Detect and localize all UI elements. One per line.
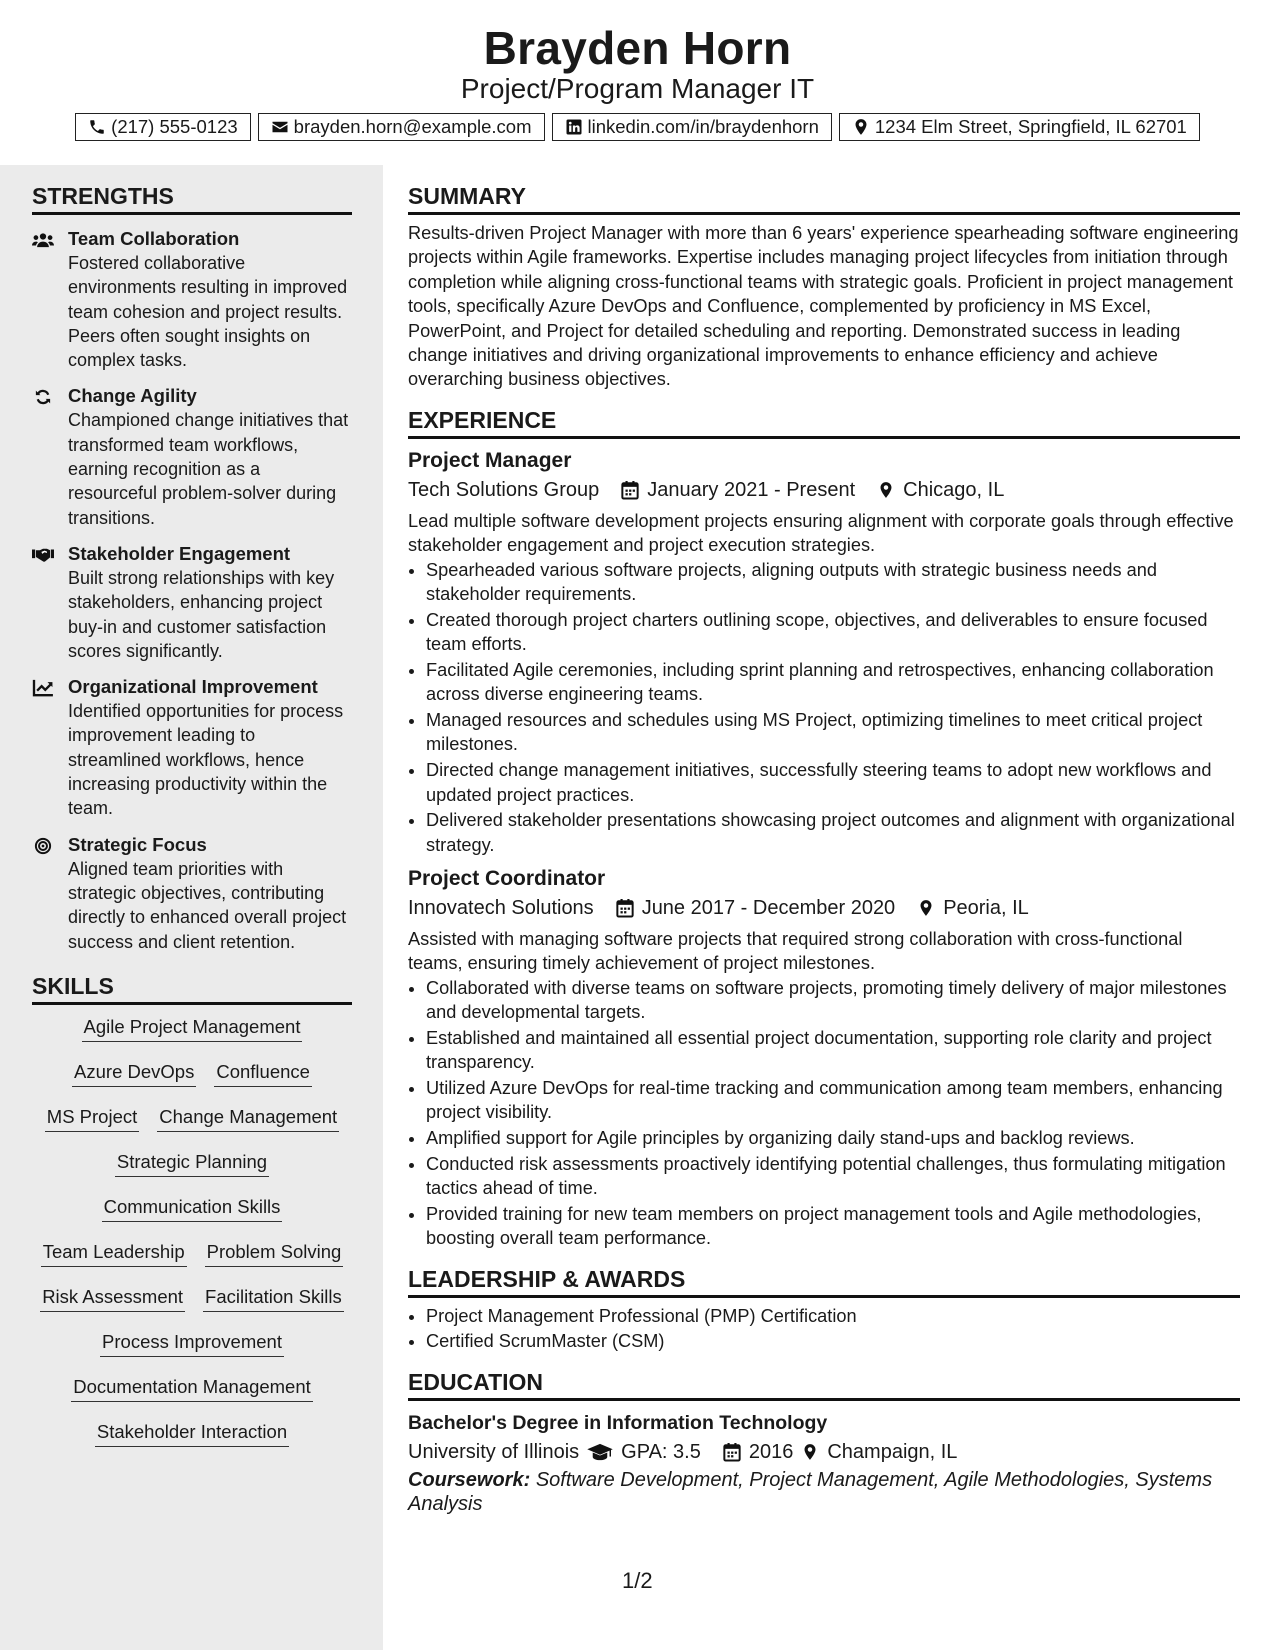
strength-title: Team Collaboration	[68, 228, 240, 249]
job-description: Lead multiple software development projects ensuring alignment with corporate goals through effective stakeholder engagement and project execution strategies.	[408, 510, 1234, 556]
job-location: Chicago, IL	[903, 478, 1005, 501]
degree-title: Bachelor's Degree in Information Technology	[408, 1411, 828, 1434]
job-bullets	[408, 976, 1240, 1251]
skill-row	[45, 1105, 339, 1150]
strength-description: Built strong relationships with key stakeholders, enhancing project buy-in and customer satisfaction scores significantly.	[68, 567, 335, 661]
strength-description: Identified opportunities for process improvement leading to streamlined workflows, hence increasing productivity within the team.	[68, 701, 344, 819]
skill-tag: Azure DevOps	[72, 1060, 196, 1087]
award-item: • Certified ScrumMaster (CSM)	[426, 1329, 1240, 1353]
linkedin-text: linkedin.com/in/braydenhorn	[587, 116, 819, 137]
skill-tag: Problem Solving	[205, 1240, 344, 1267]
school-location: Champaign, IL	[827, 1440, 958, 1463]
graduation-cap-icon	[587, 1442, 613, 1462]
bullet-item: • Utilized Azure DevOps for real-time tracking and communication among team members, enhancing project visibility.	[426, 1076, 1240, 1125]
strength-item	[32, 833, 352, 954]
job-entry	[408, 447, 1240, 857]
contact-address[interactable]	[839, 113, 1200, 141]
strength-item	[32, 675, 352, 820]
skills-list	[32, 1015, 352, 1465]
strength-description: Fostered collaborative environments resulting in improved team cohesion and project results. Peers often sought insights on complex tasks.	[68, 253, 348, 371]
skill-tag: Risk Assessment	[40, 1285, 185, 1312]
contact-bar	[0, 113, 1275, 141]
job-role: Project Manager	[408, 448, 572, 472]
main-content	[408, 180, 1240, 1517]
experience-title: EXPERIENCE	[408, 404, 1240, 439]
strength-item	[32, 227, 352, 372]
strength-title: Strategic Focus	[68, 833, 207, 855]
strength-description: Championed change initiatives that transformed team workflows, earning recognition as a resourceful problem-solver during transitions.	[68, 410, 349, 528]
bullseye-icon	[32, 837, 54, 855]
skill-row	[41, 1240, 344, 1285]
strength-title: Organizational Improvement	[68, 676, 318, 698]
bullet-item: • Facilitated Agile ceremonies, including sprint planning and retrospectives, enhancing collaboration across diverse engineering teams.	[426, 658, 1240, 707]
phone-icon	[88, 118, 106, 136]
strength-description: Aligned team priorities with strategic objectives, contributing directly to enhanced overall project success and client retention.	[68, 858, 347, 952]
job-meta	[408, 475, 1240, 505]
email-text: brayden.horn@example.com	[293, 116, 532, 137]
bullet-item: • Amplified support for Agile principles by organizing daily stand-ups and backlog reviews.	[426, 1126, 1240, 1150]
skill-tag: Team Leadership	[41, 1240, 187, 1267]
strength-title: Stakeholder Engagement	[68, 542, 291, 564]
sidebar	[32, 180, 352, 1465]
education-meta	[408, 1437, 1240, 1467]
summary-text: Results-driven Project Manager with more than 6 years' experience spearheading software engineering projects within Agile frameworks. Expertise includes managing project lifecycles from initiation through completion while aligning cross-functional teams with strategic goals. Proficient in project management tools, specifically Azure DevOps and Confluence, complemented by proficiency in MS Excel, PowerPoint, and Project for detailed scheduling and reporting. Demonstrated success in leading change initiatives and driving organizational improvements to enhance efficiency and achieve overarching business objectives.	[408, 223, 1239, 390]
sync-icon	[32, 388, 54, 406]
calendar-icon	[616, 898, 634, 918]
skill-row	[72, 1060, 312, 1105]
skill-tag: Communication Skills	[102, 1195, 283, 1222]
skill-row	[82, 1015, 303, 1060]
job-location: Peoria, IL	[943, 897, 1029, 920]
chart-line-icon	[32, 679, 54, 697]
skill-tag: Confluence	[214, 1060, 312, 1087]
strength-title: Change Agility	[68, 385, 197, 407]
skill-row	[100, 1330, 284, 1375]
calendar-icon	[723, 1442, 741, 1462]
strength-item	[32, 384, 352, 529]
envelope-icon	[271, 118, 289, 136]
candidate-title: Project/Program Manager IT	[460, 73, 815, 104]
strengths-title: STRENGTHS	[32, 180, 352, 215]
bullet-item: • Provided training for new team members on project management tools and Agile methodologies, boosting overall team performance.	[426, 1202, 1240, 1251]
skill-tag: Stakeholder Interaction	[95, 1420, 289, 1447]
job-company: Innovatech Solutions	[408, 897, 594, 920]
map-marker-icon	[801, 1442, 819, 1462]
bullet-item: • Managed resources and schedules using MS Project, optimizing timelines to meet critical project milestones.	[426, 708, 1240, 757]
skill-tag: Agile Project Management	[82, 1015, 303, 1042]
graduation-year: 2016	[748, 1440, 794, 1463]
gpa-text: GPA: 3.5	[621, 1440, 701, 1463]
coursework-label: Coursework:	[408, 1468, 531, 1491]
skill-row	[115, 1150, 269, 1195]
skill-tag: Facilitation Skills	[203, 1285, 344, 1312]
calendar-icon	[621, 480, 639, 500]
bullet-item: • Conducted risk assessments proactively identifying potential challenges, thus formulating mitigation tactics ahead of time.	[426, 1152, 1240, 1201]
bullet-item: • Delivered stakeholder presentations showcasing project outcomes and alignment with organizational strategy.	[426, 808, 1240, 857]
job-meta	[408, 893, 1240, 923]
coursework-text: Software Development, Project Management, Agile Methodologies, Systems Analysis	[408, 1468, 1213, 1516]
job-dates: June 2017 - December 2020	[641, 897, 896, 920]
job-role: Project Coordinator	[408, 867, 606, 891]
job-company: Tech Solutions Group	[408, 478, 600, 501]
contact-phone[interactable]	[75, 113, 251, 141]
skill-tag: Strategic Planning	[115, 1150, 269, 1177]
users-icon	[32, 231, 54, 249]
skills-title: SKILLS	[32, 970, 352, 1005]
skill-tag: Documentation Management	[71, 1375, 313, 1402]
map-marker-icon	[877, 480, 895, 500]
contact-email[interactable]	[258, 113, 545, 141]
bullet-item: • Directed change management initiatives, successfully steering teams to adopt new workflows and updated project practices.	[426, 758, 1240, 807]
skill-row	[95, 1420, 289, 1465]
awards-title: LEADERSHIP & AWARDS	[408, 1263, 1240, 1298]
bullet-item: • Established and maintained all essential project documentation, supporting role clarity and project transparency.	[426, 1026, 1240, 1075]
job-description: Assisted with managing software projects that required strong collaboration with cross-functional teams, ensuring timely achievement of project milestones.	[408, 929, 1183, 974]
job-bullets	[408, 558, 1240, 857]
skill-tag: Process Improvement	[100, 1330, 284, 1357]
job-dates: January 2021 - Present	[647, 478, 856, 501]
awards-list	[408, 1304, 1240, 1354]
school-name: University of Illinois	[408, 1440, 580, 1463]
bullet-item: • Spearheaded various software projects, aligning outputs with strategic business needs and stakeholder requirements.	[426, 558, 1240, 607]
skill-row	[40, 1285, 344, 1330]
award-item: • Project Management Professional (PMP) Certification	[426, 1304, 1240, 1328]
resume-header	[0, 18, 1275, 104]
contact-linkedin[interactable]	[552, 113, 832, 141]
skill-row	[102, 1195, 283, 1240]
linkedin-icon	[565, 118, 583, 136]
bullet-item: • Collaborated with diverse teams on software projects, promoting timely delivery of major milestones and developmental targets.	[426, 976, 1240, 1025]
job-entry	[408, 865, 1240, 1251]
bullet-item: • Created thorough project charters outlining scope, objectives, and deliverables to ensure focused team efforts.	[426, 608, 1240, 657]
address-text: 1234 Elm Street, Springfield, IL 62701	[874, 116, 1187, 137]
candidate-name: Brayden Horn	[483, 22, 792, 74]
map-marker-icon	[852, 118, 870, 136]
education-title: EDUCATION	[408, 1366, 1240, 1401]
handshake-icon	[32, 546, 54, 564]
skill-row	[71, 1375, 313, 1420]
skill-tag: MS Project	[45, 1105, 139, 1132]
summary-title: SUMMARY	[408, 180, 1240, 215]
coursework	[408, 1468, 1240, 1517]
skill-tag: Change Management	[157, 1105, 339, 1132]
strengths-list	[32, 227, 352, 954]
page-number: 1/2	[622, 1568, 653, 1593]
strength-item	[32, 542, 352, 663]
phone-text: (217) 555-0123	[111, 116, 238, 137]
map-marker-icon	[917, 898, 935, 918]
